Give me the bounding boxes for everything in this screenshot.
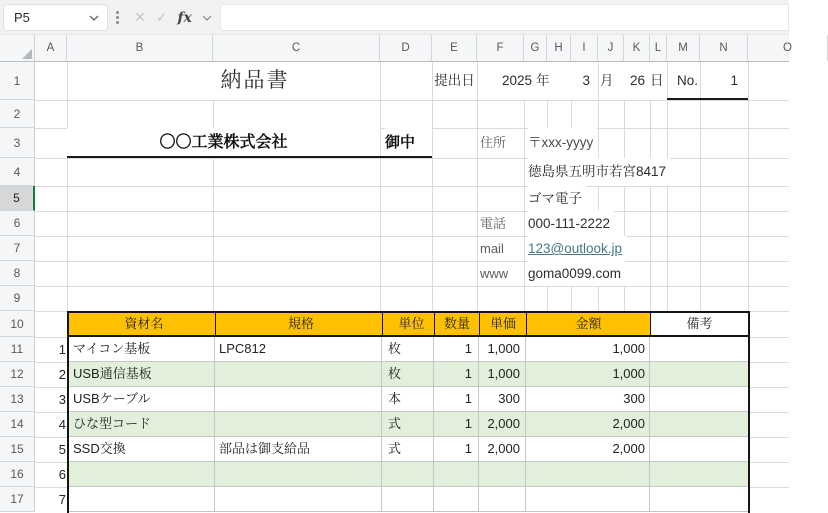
row-header-3[interactable]: 3: [0, 128, 35, 158]
column-header-l[interactable]: L: [650, 35, 667, 61]
header-material-name[interactable]: 資材名: [69, 313, 215, 335]
header-qty[interactable]: 数量: [434, 313, 479, 335]
table-row: [69, 387, 748, 412]
cell-amount[interactable]: [526, 462, 650, 486]
doc-number-value-cell[interactable]: 1: [730, 73, 738, 88]
cell-note[interactable]: [650, 462, 748, 486]
header-unit[interactable]: 単位: [382, 313, 434, 335]
cell-name[interactable]: マイコン基板: [69, 337, 215, 361]
cell-spec[interactable]: 部品は御支給品: [215, 437, 382, 461]
date-day-suffix-cell[interactable]: 日: [649, 62, 664, 100]
table-row: [69, 362, 748, 387]
column-header-o[interactable]: O: [748, 35, 828, 61]
table-row: [69, 337, 748, 362]
cell-unit[interactable]: 枚: [382, 362, 434, 386]
cell-note[interactable]: [650, 362, 748, 386]
row-header-10[interactable]: 10: [0, 311, 35, 337]
cell-name[interactable]: USBケーブル: [69, 387, 215, 411]
date-year-suffix-cell[interactable]: 年: [536, 62, 550, 100]
sender-address-cell[interactable]: 徳島県五明市若宮8417: [528, 158, 670, 186]
cell-qty[interactable]: 1: [434, 362, 479, 386]
column-header-c[interactable]: C: [213, 35, 380, 61]
formula-bar-input[interactable]: [220, 4, 789, 31]
header-spec[interactable]: 規格: [215, 313, 382, 335]
cell-qty[interactable]: [434, 462, 479, 486]
row-header-7[interactable]: 7: [0, 236, 35, 261]
item-number-2[interactable]: 2: [58, 367, 66, 382]
phone-label-cell[interactable]: 電話: [480, 216, 507, 231]
cell-qty[interactable]: 1: [434, 412, 479, 436]
table-row: [69, 437, 748, 462]
address-label-cell[interactable]: 住所: [480, 135, 507, 150]
row-header-17[interactable]: 17: [0, 487, 35, 512]
insert-function-icon[interactable]: fx: [177, 9, 192, 26]
cell-price[interactable]: [479, 487, 526, 511]
column-header-k[interactable]: K: [624, 35, 650, 61]
cell-spec[interactable]: [215, 487, 382, 511]
item-number-4[interactable]: 4: [58, 417, 66, 432]
cell-qty[interactable]: [434, 487, 479, 511]
row-header-16[interactable]: 16: [0, 462, 35, 487]
cell-price[interactable]: 1,000: [479, 337, 526, 361]
item-number-3[interactable]: 3: [58, 392, 66, 407]
name-box-value: P5: [14, 10, 30, 25]
cell-amount[interactable]: 300: [526, 387, 650, 411]
header-amount[interactable]: 金額: [526, 313, 650, 335]
row-header-13[interactable]: 13: [0, 387, 35, 412]
cell-qty[interactable]: 1: [434, 387, 479, 411]
cell-qty[interactable]: 1: [434, 437, 479, 461]
doc-number-underline: [667, 98, 748, 100]
header-note[interactable]: 備考: [650, 313, 748, 335]
column-header-g[interactable]: G: [524, 35, 547, 61]
select-all-triangle-icon: [22, 49, 32, 59]
cell-spec[interactable]: [215, 412, 382, 436]
row-header-9[interactable]: 9: [0, 286, 35, 311]
row-header-15[interactable]: 15: [0, 437, 35, 462]
cell-note[interactable]: [650, 337, 748, 361]
cell-note[interactable]: [650, 437, 748, 461]
cell-spec[interactable]: [215, 462, 382, 486]
row-header-1[interactable]: 1: [0, 62, 35, 100]
cell-unit[interactable]: 式: [382, 412, 434, 436]
cell-amount[interactable]: 1,000: [526, 337, 650, 361]
recipient-company-cell[interactable]: 〇〇工業株式会社: [67, 128, 380, 158]
table-row: [69, 462, 748, 487]
chevron-down-icon: [89, 15, 99, 21]
column-header-e[interactable]: E: [432, 35, 477, 61]
cell-price[interactable]: [479, 462, 526, 486]
cell-note[interactable]: [650, 412, 748, 436]
cell-note[interactable]: [650, 487, 748, 511]
cell-amount[interactable]: 2,000: [526, 437, 650, 461]
mail-label-cell[interactable]: mail: [480, 241, 504, 256]
sheet-canvas[interactable]: [35, 62, 789, 507]
cell-unit[interactable]: [382, 487, 434, 511]
cell-name[interactable]: [69, 462, 215, 486]
items-table-header-row: [69, 313, 748, 337]
item-number-6[interactable]: 6: [58, 467, 66, 482]
cell-price[interactable]: 2,000: [479, 437, 526, 461]
fx-chevron-down-icon[interactable]: [202, 15, 212, 21]
cell-note[interactable]: [650, 387, 748, 411]
table-row: [69, 412, 748, 437]
formula-bar-strip: [0, 0, 789, 35]
column-header-a[interactable]: A: [35, 35, 67, 61]
cell-qty[interactable]: 1: [434, 337, 479, 361]
column-header-f[interactable]: F: [477, 35, 524, 61]
mail-hyperlink[interactable]: 123@outlook.jp: [528, 236, 626, 261]
items-table: [67, 311, 750, 513]
phone-value-cell[interactable]: 000-111-2222: [528, 211, 614, 236]
cell-price[interactable]: 1,000: [479, 362, 526, 386]
column-header-i[interactable]: I: [571, 35, 598, 61]
cancel-icon[interactable]: ✕: [134, 9, 146, 25]
row-header-11[interactable]: 11: [0, 337, 35, 362]
row-header-6[interactable]: 6: [0, 211, 35, 236]
date-label-cell[interactable]: 提出日: [434, 73, 475, 88]
cell-price[interactable]: 300: [479, 387, 526, 411]
item-number-7[interactable]: 7: [58, 492, 66, 507]
cell-name[interactable]: [69, 487, 215, 511]
cell-amount[interactable]: 1,000: [526, 362, 650, 386]
sender-name-cell[interactable]: ゴマ電子: [528, 186, 586, 211]
item-number-1[interactable]: 1: [58, 342, 66, 357]
column-header-m[interactable]: M: [667, 35, 700, 61]
cell-name[interactable]: SSD交換: [69, 437, 215, 461]
recipient-honorific-cell[interactable]: 御中: [385, 128, 432, 158]
date-year-cell[interactable]: 2025: [487, 62, 532, 100]
row-headers: [0, 62, 35, 507]
document-title-cell[interactable]: 納品書: [175, 62, 335, 100]
row-header-4[interactable]: 4: [0, 158, 35, 186]
date-day-cell[interactable]: 26: [615, 62, 645, 100]
column-header-n[interactable]: N: [700, 35, 748, 61]
table-row: [69, 487, 748, 512]
column-headers: [35, 35, 792, 62]
enter-icon[interactable]: ✓: [155, 9, 168, 25]
item-number-5[interactable]: 5: [58, 442, 66, 457]
select-all-button[interactable]: [0, 35, 35, 62]
cell-spec[interactable]: LPC812: [215, 337, 382, 361]
row-header-2[interactable]: 2: [0, 100, 35, 128]
cell-unit[interactable]: 式: [382, 437, 434, 461]
cell-unit[interactable]: 枚: [382, 337, 434, 361]
cell-spec[interactable]: [215, 387, 382, 411]
postal-code-cell[interactable]: 〒xxx-yyyy: [528, 128, 597, 158]
cell-amount[interactable]: [526, 487, 650, 511]
column-header-j[interactable]: J: [598, 35, 624, 61]
doc-number-label-cell[interactable]: No.: [677, 73, 699, 88]
www-value-cell[interactable]: goma0099.com: [528, 261, 625, 286]
cell-unit[interactable]: [382, 462, 434, 486]
name-box[interactable]: [3, 4, 108, 31]
column-header-h[interactable]: H: [547, 35, 571, 61]
column-header-b[interactable]: B: [67, 35, 213, 61]
column-header-d[interactable]: D: [380, 35, 432, 61]
row-header-5-selected[interactable]: 5: [0, 186, 35, 211]
drag-handle-icon: [116, 16, 119, 19]
row-header-12[interactable]: 12: [0, 362, 35, 387]
cell-name[interactable]: ひな型コード: [69, 412, 215, 436]
cell-name[interactable]: USB通信基板: [69, 362, 215, 386]
formula-buttons: [128, 4, 218, 31]
cell-spec[interactable]: [215, 362, 382, 386]
header-price[interactable]: 単価: [479, 313, 526, 335]
recipient-underline: [67, 156, 432, 158]
row-header-8[interactable]: 8: [0, 261, 35, 286]
date-month-cell[interactable]: 3: [565, 62, 590, 100]
row-header-14[interactable]: 14: [0, 412, 35, 437]
www-label-cell[interactable]: www: [480, 266, 509, 281]
cell-amount[interactable]: 2,000: [526, 412, 650, 436]
cell-price[interactable]: 2,000: [479, 412, 526, 436]
cell-unit[interactable]: 本: [382, 387, 434, 411]
date-month-suffix-cell[interactable]: 月: [600, 62, 614, 100]
